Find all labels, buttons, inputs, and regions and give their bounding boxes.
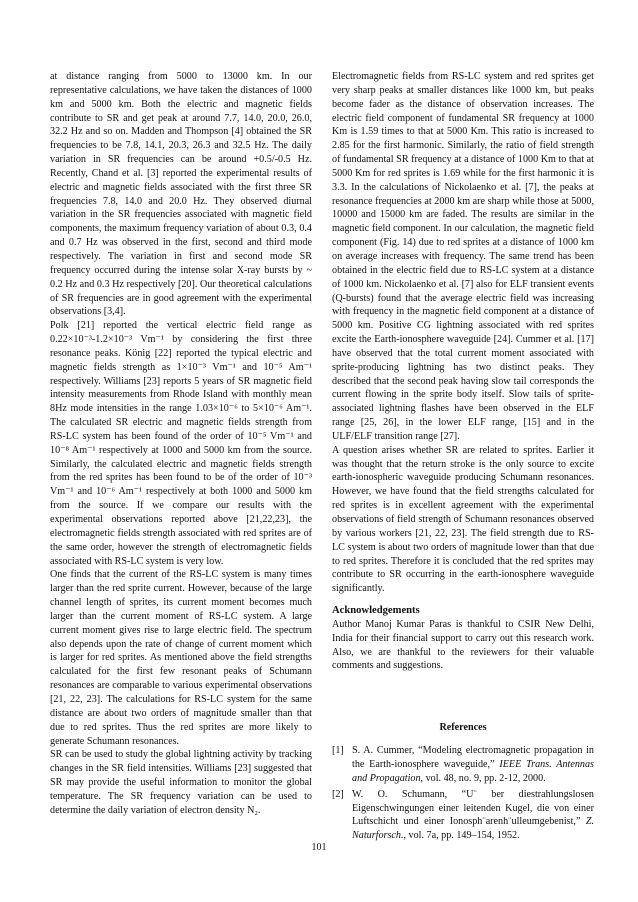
right-column: [332, 70, 594, 845]
body-paragraph: Electromagnetic fields from RS-LC system and red sprites get very sharp peaks at smaller distances like 1000 km, but peaks become fader as the distance of observation increases. The electric field component of fundamental SR frequency at 1000 Km is 1.59 times to that at 5000 Km. This ratio is increased to 2.85 for the first harmonic. Similarly, the ratio of field strength of fundamental SR frequency at a distance of 1000 Km to that at 5000 Km for red sprites is 1.69 while for the first harmonic it is 3.3. In the calculations of Nickolaenko et al. [7], the peaks at resonance frequencies at 2000 km are sharp while those at 5000, 10000 and 15000 km are faded. The results are similar in the magnetic field component. In our calculation, the magnetic field component (Fig. 14) due to red sprites at a distance of 1000 km on average increases with frequency. The same trend has been obtained in the electric field due to RS-LC system at a distance of 1000 km. Nickolaenko et al. [7] also for ELF transient events (Q-bursts) found that the average electric field was increasing with frequency in the magnetic field component at a distance of 5000 km. Positive CG lightning associated with red sprites excite the Earth-ionosphere waveguide [24]. Cummer et al. [17] have observed that the total current moment associated with sprite-producing lightning has two distinct peaks. They described that the second peak having slow tail corresponds the current flowing in the sprite body itself. Slow tails of sprite-associated lightning flashes have been observed in the ELF range [25, 26], in the lower ELF range, [15] and in the ULF/ELF transition range [27].: [332, 71, 594, 442]
reference-item: [332, 744, 594, 786]
body-paragraph: A question arises whether SR are related to sprites. Earlier it was thought that the return stroke is the only source to excite earth-ionospheric waveguide producing Schumann resonances. However, we have found that the field strengths calculated for red sprites is in excellent agreement with the experimental observations of field strength of Schumann resonances observed by various workers [21, 22, 23]. The field strength due to RS-LC system is about two orders of magnitude lower than that due to red sprites. Therefore it is concluded that the red sprites may contribute to SR occurring in the earth-ionosphere waveguide significantly.: [332, 444, 594, 595]
reference-journal: IEEE Trans. Antennas and Propagation,: [352, 758, 594, 784]
reference-number: [2]: [332, 788, 344, 800]
acknowledgements-text: Author Manoj Kumar Paras is thankful to CSIR New Delhi, India for their financial support to carry out this research work. Also, we are thankful to the reviewers for their valuable comments and suggestions.: [332, 618, 594, 672]
reference-number: [1]: [332, 745, 344, 757]
left-column: [50, 70, 312, 818]
body-paragraph: SR can be used to study the global lightning activity by tracking changes in the SR field intensities. Williams [23] suggested that SR may provide the useful information to monitor the global temperature. The SR frequency variation can be used to determine the daily variation of electron density N₂.: [50, 749, 312, 816]
page-number: 101: [311, 842, 327, 853]
reference-item: [332, 788, 594, 843]
references-heading: References: [439, 722, 487, 734]
reference-journal: Z. Naturforsch.,: [352, 816, 594, 842]
body-paragraph: Polk [21] reported the vertical electric field range as 0.22×10⁻³-1.2×10⁻³ Vm⁻¹ by considering the first three resonance peaks. König [22] reported the typical electric and magnetic fields strength as 1×10⁻³ Vm⁻¹ and 10⁻⁵ Am⁻¹ respectively. Williams [23] reports 5 years of SR magnetic field intensity measurements from Rhode Island with monthly mean 8Hz mode intensities in the range 1.03×10⁻⁶ to 5×10⁻⁶ Am⁻¹. The calculated SR electric and magnetic fields strength from RS-LC system has been found of the order of 10⁻⁵ Vm⁻¹ and 10⁻⁸ Am⁻¹ respectively at 1000 and 5000 km from the source. Similarly, the calculated electric and magnetic fields strength from the red sprites has been found to be of the order of 10⁻³ Vm⁻¹ and 10⁻⁶ Am⁻¹ respectively at both 1000 and 5000 km from the source. If we compare our results with the experimental observations reported above [21,22,23], the electromagnetic fields strength associated with red sprites are of the same order, however the strength of electromagnetic fields associated with RS-LC system is very low.: [50, 320, 312, 567]
acknowledgements-heading: Acknowledgements: [332, 605, 420, 617]
reference-text: S. A. Cummer, “Modeling electromagnetic propagation in the Earth-ionosphere waveguide,” IEEE Trans. Antennas and Propagation, vol. 48, no. 9, pp. 2-12, 2000.: [352, 745, 594, 784]
body-paragraph: at distance ranging from 5000 to 13000 km. In our representative calculations, we have taken the distances of 1000 km and 5000 km. Both the electric and magnetic fields contribute to SR and get peak at around 7.7, 14.0, 20.0, 26.0, 32.2 Hz and so on. Madden and Thompson [4] obtained the SR frequencies to be 7.8, 14.1, 20.3, 26.3 and 32.5 Hz. The daily variation in SR frequencies can be around +0.5/-0.5 Hz. Recently, Chand et al. [3] reported the experimental results of electric and magnetic fields associated with the first three SR frequencies 7.8, 14.0 and 20.0 Hz. They observed diurnal variation in the SR frequencies associated with magnetic field components, the maximum frequency variation of about 0.3, 0.4 and 0.7 Hz was observed in the first, second and third mode respectively. The variation in first and second mode SR frequency occurred during the intense solar X-ray bursts by ~ 0.2 Hz and 0.3 Hz respectively [20]. Our theoretical calculations of SR frequencies are in good agreement with the experimental observations [3,4].: [50, 71, 312, 318]
body-paragraph: One finds that the current of the RS-LC system is many times larger than the red sprite current. However, because of the large channel length of sprites, its current moment becomes much larger than the current moment of RS-LC system. A large current moment gives rise to large electric field. The spectrum also depends upon the rate of change of current moment which is larger for red sprites. As mentioned above the field strengths calculated for the first few resonant peaks of Schumann resonances are comparable to various experimental observations [21, 22, 23]. The calculations for RS-LC system for the same distance are about two orders of magnitude smaller than that due to red sprites. Thus the red sprites are more likely to generate Schumann resonances.: [50, 569, 312, 747]
reference-text: W. O. Schumann, “U¨ ber diestrahlungslosen Eigenschwingungen einer leitenden Kugel, die von einer Luftschicht und einer Ionosph¨arenh¨ulleumgebenist,” Z. Naturforsch., vol. 7a, pp. 149–154, 1952.: [352, 788, 594, 842]
